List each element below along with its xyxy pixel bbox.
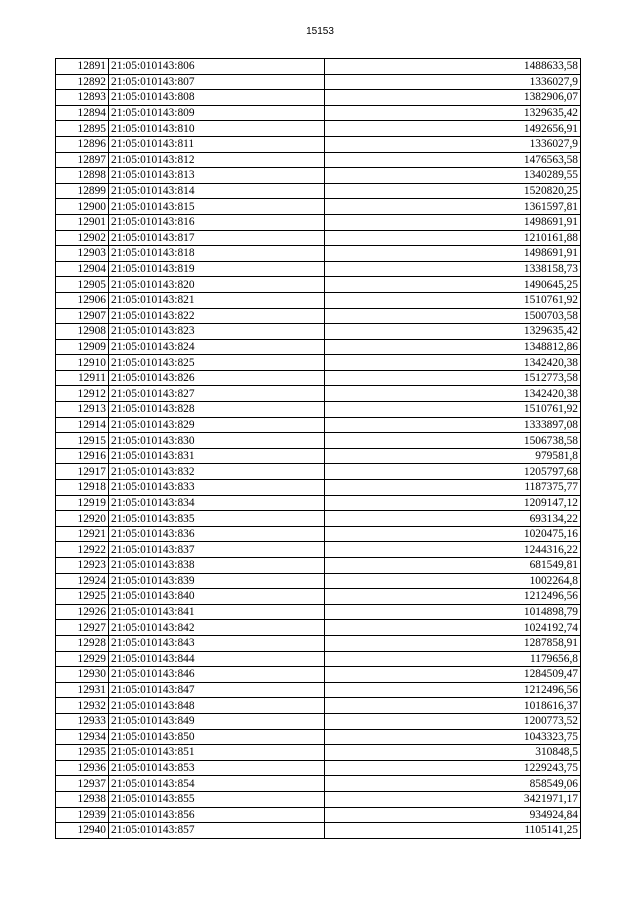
table-row xyxy=(56,573,581,589)
cadastral-number-cell: 21:05:010143:821 xyxy=(109,292,325,308)
row-number-cell: 12897 xyxy=(56,152,109,168)
cadastral-number-cell: 21:05:010143:849 xyxy=(109,713,325,729)
cadastral-value-cell: 1510761,92 xyxy=(325,402,581,418)
cadastral-number-cell: 21:05:010143:854 xyxy=(109,776,325,792)
row-number-cell: 12932 xyxy=(56,698,109,714)
table-row xyxy=(56,620,581,636)
table-body xyxy=(56,59,581,839)
cadastral-number-cell: 21:05:010143:841 xyxy=(109,604,325,620)
row-number-cell: 12922 xyxy=(56,542,109,558)
cadastral-value-cell: 979581,8 xyxy=(325,448,581,464)
cadastral-number-cell: 21:05:010143:843 xyxy=(109,635,325,651)
row-number-cell: 12934 xyxy=(56,729,109,745)
row-number-cell: 12898 xyxy=(56,168,109,184)
table-row xyxy=(56,729,581,745)
table-row xyxy=(56,464,581,480)
cadastral-value-cell: 1476563,58 xyxy=(325,152,581,168)
table-row xyxy=(56,433,581,449)
row-number-cell: 12893 xyxy=(56,90,109,106)
row-number-cell: 12929 xyxy=(56,651,109,667)
row-number-cell: 12930 xyxy=(56,667,109,683)
table-row xyxy=(56,402,581,418)
cadastral-number-cell: 21:05:010143:844 xyxy=(109,651,325,667)
row-number-cell: 12938 xyxy=(56,791,109,807)
cadastral-number-cell: 21:05:010143:833 xyxy=(109,480,325,496)
cadastral-value-cell: 1498691,91 xyxy=(325,246,581,262)
cadastral-number-cell: 21:05:010143:832 xyxy=(109,464,325,480)
row-number-cell: 12939 xyxy=(56,807,109,823)
table-row xyxy=(56,745,581,761)
row-number-cell: 12933 xyxy=(56,713,109,729)
row-number-cell: 12910 xyxy=(56,355,109,371)
table-row xyxy=(56,495,581,511)
cadastral-value-cell: 310848,5 xyxy=(325,745,581,761)
cadastral-number-cell: 21:05:010143:846 xyxy=(109,667,325,683)
table-row xyxy=(56,105,581,121)
row-number-cell: 12927 xyxy=(56,620,109,636)
cadastral-number-cell: 21:05:010143:835 xyxy=(109,511,325,527)
cadastral-value-cell: 1014898,79 xyxy=(325,604,581,620)
cadastral-number-cell: 21:05:010143:813 xyxy=(109,168,325,184)
cadastral-value-cell: 1512773,58 xyxy=(325,370,581,386)
row-number-cell: 12906 xyxy=(56,292,109,308)
cadastral-number-cell: 21:05:010143:857 xyxy=(109,823,325,839)
cadastral-number-cell: 21:05:010143:807 xyxy=(109,74,325,90)
cadastral-number-cell: 21:05:010143:834 xyxy=(109,495,325,511)
table-row xyxy=(56,355,581,371)
cadastral-value-cell: 1340289,55 xyxy=(325,168,581,184)
table-row xyxy=(56,823,581,839)
cadastral-number-cell: 21:05:010143:839 xyxy=(109,573,325,589)
cadastral-value-cell: 1210161,88 xyxy=(325,230,581,246)
row-number-cell: 12911 xyxy=(56,370,109,386)
row-number-cell: 12940 xyxy=(56,823,109,839)
cadastral-value-cell: 1209147,12 xyxy=(325,495,581,511)
row-number-cell: 12919 xyxy=(56,495,109,511)
cadastral-value-cell: 1520820,25 xyxy=(325,183,581,199)
cadastral-value-cell: 1105141,25 xyxy=(325,823,581,839)
table-row xyxy=(56,542,581,558)
row-number-cell: 12920 xyxy=(56,511,109,527)
cadastral-number-cell: 21:05:010143:840 xyxy=(109,589,325,605)
row-number-cell: 12896 xyxy=(56,136,109,152)
table-row xyxy=(56,59,581,75)
cadastral-value-cell: 1020475,16 xyxy=(325,526,581,542)
cadastral-value-cell: 1510761,92 xyxy=(325,292,581,308)
cadastral-value-cell: 681549,81 xyxy=(325,558,581,574)
cadastral-value-cell: 1329635,42 xyxy=(325,324,581,340)
row-number-cell: 12918 xyxy=(56,480,109,496)
row-number-cell: 12907 xyxy=(56,308,109,324)
cadastral-value-cell: 1244316,22 xyxy=(325,542,581,558)
row-number-cell: 12936 xyxy=(56,760,109,776)
table-row xyxy=(56,386,581,402)
table-row xyxy=(56,121,581,137)
table-row xyxy=(56,136,581,152)
table-row xyxy=(56,807,581,823)
cadastral-value-cell: 1002264,8 xyxy=(325,573,581,589)
cadastral-value-cell: 1342420,38 xyxy=(325,386,581,402)
table-row xyxy=(56,417,581,433)
cadastral-value-cell: 1492656,91 xyxy=(325,121,581,137)
table-row xyxy=(56,791,581,807)
cadastral-value-cell: 1506738,58 xyxy=(325,433,581,449)
row-number-cell: 12894 xyxy=(56,105,109,121)
row-number-cell: 12891 xyxy=(56,59,109,75)
row-number-cell: 12908 xyxy=(56,324,109,340)
cadastral-value-cell: 1500703,58 xyxy=(325,308,581,324)
cadastral-number-cell: 21:05:010143:847 xyxy=(109,682,325,698)
cadastral-value-cell: 1179656,8 xyxy=(325,651,581,667)
table-row xyxy=(56,74,581,90)
cadastral-number-cell: 21:05:010143:818 xyxy=(109,246,325,262)
cadastral-value-cell: 1336027,9 xyxy=(325,136,581,152)
table-row xyxy=(56,168,581,184)
cadastral-number-cell: 21:05:010143:830 xyxy=(109,433,325,449)
table-row xyxy=(56,214,581,230)
table-row xyxy=(56,183,581,199)
row-number-cell: 12931 xyxy=(56,682,109,698)
table-row xyxy=(56,480,581,496)
row-number-cell: 12926 xyxy=(56,604,109,620)
row-number-cell: 12917 xyxy=(56,464,109,480)
table-row xyxy=(56,776,581,792)
row-number-cell: 12912 xyxy=(56,386,109,402)
row-number-cell: 12904 xyxy=(56,261,109,277)
cadastral-value-cell: 1229243,75 xyxy=(325,760,581,776)
table-row xyxy=(56,448,581,464)
cadastral-number-cell: 21:05:010143:816 xyxy=(109,214,325,230)
cadastral-number-cell: 21:05:010143:828 xyxy=(109,402,325,418)
row-number-cell: 12895 xyxy=(56,121,109,137)
cadastral-number-cell: 21:05:010143:826 xyxy=(109,370,325,386)
table-row xyxy=(56,277,581,293)
cadastral-number-cell: 21:05:010143:825 xyxy=(109,355,325,371)
cadastral-value-cell: 1338158,73 xyxy=(325,261,581,277)
cadastral-value-cell: 1336027,9 xyxy=(325,74,581,90)
cadastral-number-cell: 21:05:010143:823 xyxy=(109,324,325,340)
table-row xyxy=(56,713,581,729)
cadastral-number-cell: 21:05:010143:837 xyxy=(109,542,325,558)
cadastral-value-table xyxy=(55,58,581,839)
cadastral-value-cell: 1024192,74 xyxy=(325,620,581,636)
table-row xyxy=(56,308,581,324)
table-row xyxy=(56,90,581,106)
table-row xyxy=(56,511,581,527)
cadastral-value-cell: 1284509,47 xyxy=(325,667,581,683)
cadastral-number-cell: 21:05:010143:806 xyxy=(109,59,325,75)
cadastral-value-cell: 1490645,25 xyxy=(325,277,581,293)
table-row xyxy=(56,558,581,574)
cadastral-value-cell: 1212496,56 xyxy=(325,682,581,698)
row-number-cell: 12903 xyxy=(56,246,109,262)
row-number-cell: 12901 xyxy=(56,214,109,230)
table-row xyxy=(56,682,581,698)
table-row xyxy=(56,635,581,651)
table-row xyxy=(56,604,581,620)
row-number-cell: 12937 xyxy=(56,776,109,792)
cadastral-value-cell: 693134,22 xyxy=(325,511,581,527)
cadastral-value-cell: 1043323,75 xyxy=(325,729,581,745)
cadastral-number-cell: 21:05:010143:824 xyxy=(109,339,325,355)
cadastral-number-cell: 21:05:010143:814 xyxy=(109,183,325,199)
row-number-cell: 12924 xyxy=(56,573,109,589)
cadastral-number-cell: 21:05:010143:853 xyxy=(109,760,325,776)
table-row xyxy=(56,339,581,355)
table-row xyxy=(56,199,581,215)
table-row xyxy=(56,370,581,386)
cadastral-number-cell: 21:05:010143:817 xyxy=(109,230,325,246)
row-number-cell: 12921 xyxy=(56,526,109,542)
cadastral-value-cell: 1200773,52 xyxy=(325,713,581,729)
row-number-cell: 12892 xyxy=(56,74,109,90)
table-row xyxy=(56,698,581,714)
table-row xyxy=(56,261,581,277)
row-number-cell: 12905 xyxy=(56,277,109,293)
cadastral-number-cell: 21:05:010143:827 xyxy=(109,386,325,402)
cadastral-number-cell: 21:05:010143:831 xyxy=(109,448,325,464)
page-number: 15153 xyxy=(306,26,334,37)
cadastral-value-cell: 1212496,56 xyxy=(325,589,581,605)
row-number-cell: 12928 xyxy=(56,635,109,651)
table-row xyxy=(56,667,581,683)
row-number-cell: 12899 xyxy=(56,183,109,199)
cadastral-value-cell: 858549,06 xyxy=(325,776,581,792)
cadastral-number-cell: 21:05:010143:810 xyxy=(109,121,325,137)
cadastral-number-cell: 21:05:010143:812 xyxy=(109,152,325,168)
cadastral-value-cell: 3421971,17 xyxy=(325,791,581,807)
cadastral-value-cell: 1187375,77 xyxy=(325,480,581,496)
row-number-cell: 12913 xyxy=(56,402,109,418)
row-number-cell: 12914 xyxy=(56,417,109,433)
row-number-cell: 12909 xyxy=(56,339,109,355)
cadastral-number-cell: 21:05:010143:819 xyxy=(109,261,325,277)
cadastral-number-cell: 21:05:010143:820 xyxy=(109,277,325,293)
cadastral-value-cell: 1205797,68 xyxy=(325,464,581,480)
row-number-cell: 12923 xyxy=(56,558,109,574)
cadastral-value-cell: 1488633,58 xyxy=(325,59,581,75)
cadastral-number-cell: 21:05:010143:822 xyxy=(109,308,325,324)
cadastral-number-cell: 21:05:010143:808 xyxy=(109,90,325,106)
cadastral-number-cell: 21:05:010143:855 xyxy=(109,791,325,807)
row-number-cell: 12900 xyxy=(56,199,109,215)
row-number-cell: 12925 xyxy=(56,589,109,605)
cadastral-value-cell: 1498691,91 xyxy=(325,214,581,230)
cadastral-value-cell: 1382906,07 xyxy=(325,90,581,106)
table-row xyxy=(56,526,581,542)
row-number-cell: 12902 xyxy=(56,230,109,246)
cadastral-number-cell: 21:05:010143:836 xyxy=(109,526,325,542)
cadastral-value-cell: 1287858,91 xyxy=(325,635,581,651)
row-number-cell: 12916 xyxy=(56,448,109,464)
cadastral-number-cell: 21:05:010143:811 xyxy=(109,136,325,152)
cadastral-number-cell: 21:05:010143:809 xyxy=(109,105,325,121)
cadastral-number-cell: 21:05:010143:851 xyxy=(109,745,325,761)
table-row xyxy=(56,292,581,308)
cadastral-number-cell: 21:05:010143:838 xyxy=(109,558,325,574)
table-row xyxy=(56,589,581,605)
table-row xyxy=(56,230,581,246)
table-row xyxy=(56,324,581,340)
cadastral-value-cell: 1329635,42 xyxy=(325,105,581,121)
row-number-cell: 12935 xyxy=(56,745,109,761)
cadastral-value-cell: 1333897,08 xyxy=(325,417,581,433)
row-number-cell: 12915 xyxy=(56,433,109,449)
cadastral-value-cell: 934924,84 xyxy=(325,807,581,823)
cadastral-number-cell: 21:05:010143:848 xyxy=(109,698,325,714)
cadastral-number-cell: 21:05:010143:842 xyxy=(109,620,325,636)
cadastral-number-cell: 21:05:010143:856 xyxy=(109,807,325,823)
cadastral-number-cell: 21:05:010143:815 xyxy=(109,199,325,215)
cadastral-value-cell: 1361597,81 xyxy=(325,199,581,215)
table-row xyxy=(56,760,581,776)
cadastral-value-cell: 1342420,38 xyxy=(325,355,581,371)
table-row xyxy=(56,651,581,667)
cadastral-number-cell: 21:05:010143:850 xyxy=(109,729,325,745)
cadastral-value-cell: 1348812,86 xyxy=(325,339,581,355)
table-row xyxy=(56,152,581,168)
cadastral-value-cell: 1018616,37 xyxy=(325,698,581,714)
table-row xyxy=(56,246,581,262)
cadastral-number-cell: 21:05:010143:829 xyxy=(109,417,325,433)
